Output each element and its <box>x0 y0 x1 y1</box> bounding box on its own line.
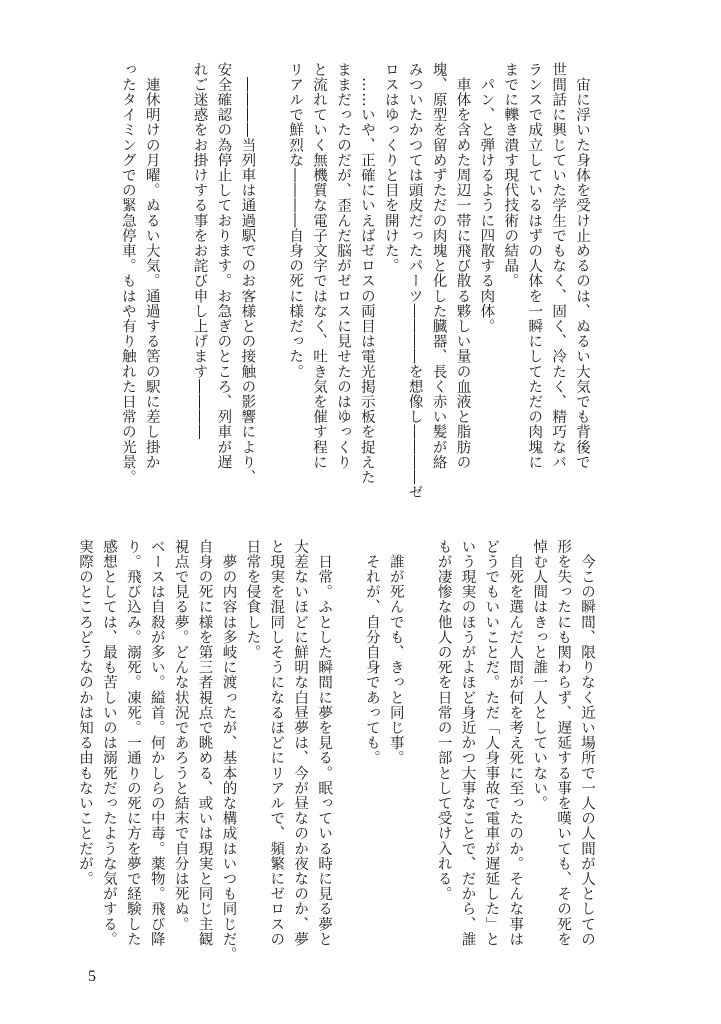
text-line: 自死を選んだ人間が何を考え死に至ったのか。そんな事は <box>507 539 524 947</box>
blank-line <box>407 539 431 969</box>
text-line: もが凄惨な他人の死を日常の一部として受け入れる。 <box>435 539 452 902</box>
upper-text-block <box>119 62 593 507</box>
text-line: ベースは自殺が多い。縊首。何かしらの中毒。薬物。飛び降 <box>148 539 165 947</box>
blank-line <box>258 62 282 507</box>
text-line: それが、自分自身であっても。 <box>363 539 380 766</box>
text-line: までに轢き潰す現代技術の結晶。 <box>502 62 519 289</box>
text-line: 日常を侵食した。 <box>244 539 261 660</box>
text-line: 感想としては、最も苦しいのは溺死だったような気がする。 <box>100 539 117 947</box>
blank-line <box>335 539 359 969</box>
blank-line <box>163 62 187 507</box>
page-number: 5 <box>88 968 96 985</box>
text-line: ままだったのだが、歪んだ脳がゼロスに見せたのはゆっくり <box>334 62 351 470</box>
text-line: 車体を含めた周辺一帯に飛び散る夥しい量の血液と脂肪の <box>454 62 471 470</box>
text-line: 形を失ったにも関わらず、遅延する事を嘆いても、その死を <box>555 539 572 947</box>
text-line: ったタイミングでの緊急停車。もはや有り触れた日常の光景。 <box>119 62 136 485</box>
text-line: 誰が死んでも、きっと同じ事。 <box>387 539 404 766</box>
text-line: 大差ないほどに鮮明な白昼夢は、今が昼なのか夜なのか、夢 <box>292 539 309 947</box>
text-line: いう現実のほうがよほど身近かつ大事なことで、だから、誰 <box>459 539 476 947</box>
text-line: 日常。ふとした瞬間に夢を見る。眠っている時に見る夢と <box>316 539 333 947</box>
text-line: 安全確認の為停止しております。お急ぎのところ、列車が遅 <box>215 62 232 470</box>
text-line: れご迷惑をお掛けする事をお詫び申し上げます―――― <box>191 62 208 440</box>
text-line: と現実を混同しそうになるほどにリアルで、頻繁にゼロスの <box>268 539 285 947</box>
text-line: 世間話に興じていた学生でもなく、固く、冷たく、精巧なバ <box>550 62 567 470</box>
text-line: 連休明けの月曜。ぬるい大気。通過する筈の駅に差し掛か <box>143 62 160 470</box>
text-line: 塊、原型を留めずただの肉塊と化した臓器、長く赤い髪が絡 <box>430 62 447 470</box>
text-line: 今この瞬間、限りなく近い場所で一人の人間が人としての <box>579 539 595 947</box>
text-line: ロスはゆっくりと目を開けた。 <box>382 62 399 274</box>
text-line: どうでもいいことだ。ただ「人身事故で電車が遅延した」と <box>483 539 500 947</box>
lower-text-block <box>77 539 598 969</box>
text-line: り。飛び込み。溺死。凍死。一通りの死に方を夢で経験した <box>124 539 141 947</box>
text-line: 視点で見る夢。どんな状況であろうと結末で自分は死ぬ。 <box>172 539 189 932</box>
text-line: ……いや、正確にいえばゼロスの両目は電光掲示板を捉えた <box>358 62 375 485</box>
text-line: 悼む人間はきっと誰一人としていない。 <box>531 539 548 811</box>
text-line: 宙に浮いた身体を受け止めるのは、ぬるい大気でも背後で <box>574 62 590 470</box>
text-line: ランスで成立しているはずの人体を一瞬にしてただの肉塊に <box>526 62 543 470</box>
text-line: 自身の死に様を第三者視点で眺める、或いは現実と同じ主観 <box>196 539 213 947</box>
text-line: ――――当列車は通過駅でのお客様との接触の影響により、 <box>239 62 256 485</box>
text-line: リアルで鮮烈な――――自身の死に様だった。 <box>287 62 304 380</box>
text-line: パン、と弾けるように四散する肉体。 <box>478 62 495 334</box>
text-line: みついたかつては頭皮だったパーツ――――を想像し――――ゼ <box>406 62 423 500</box>
text-line: 夢の内容は多岐に渡ったが、基本的な構成はいつも同じだ。 <box>220 539 237 962</box>
text-line: と流れていく無機質な電子文字ではなく、吐き気を催す程に <box>311 62 328 470</box>
text-line: 実際のところどうなのかは知る由もないことだが。 <box>77 539 93 887</box>
